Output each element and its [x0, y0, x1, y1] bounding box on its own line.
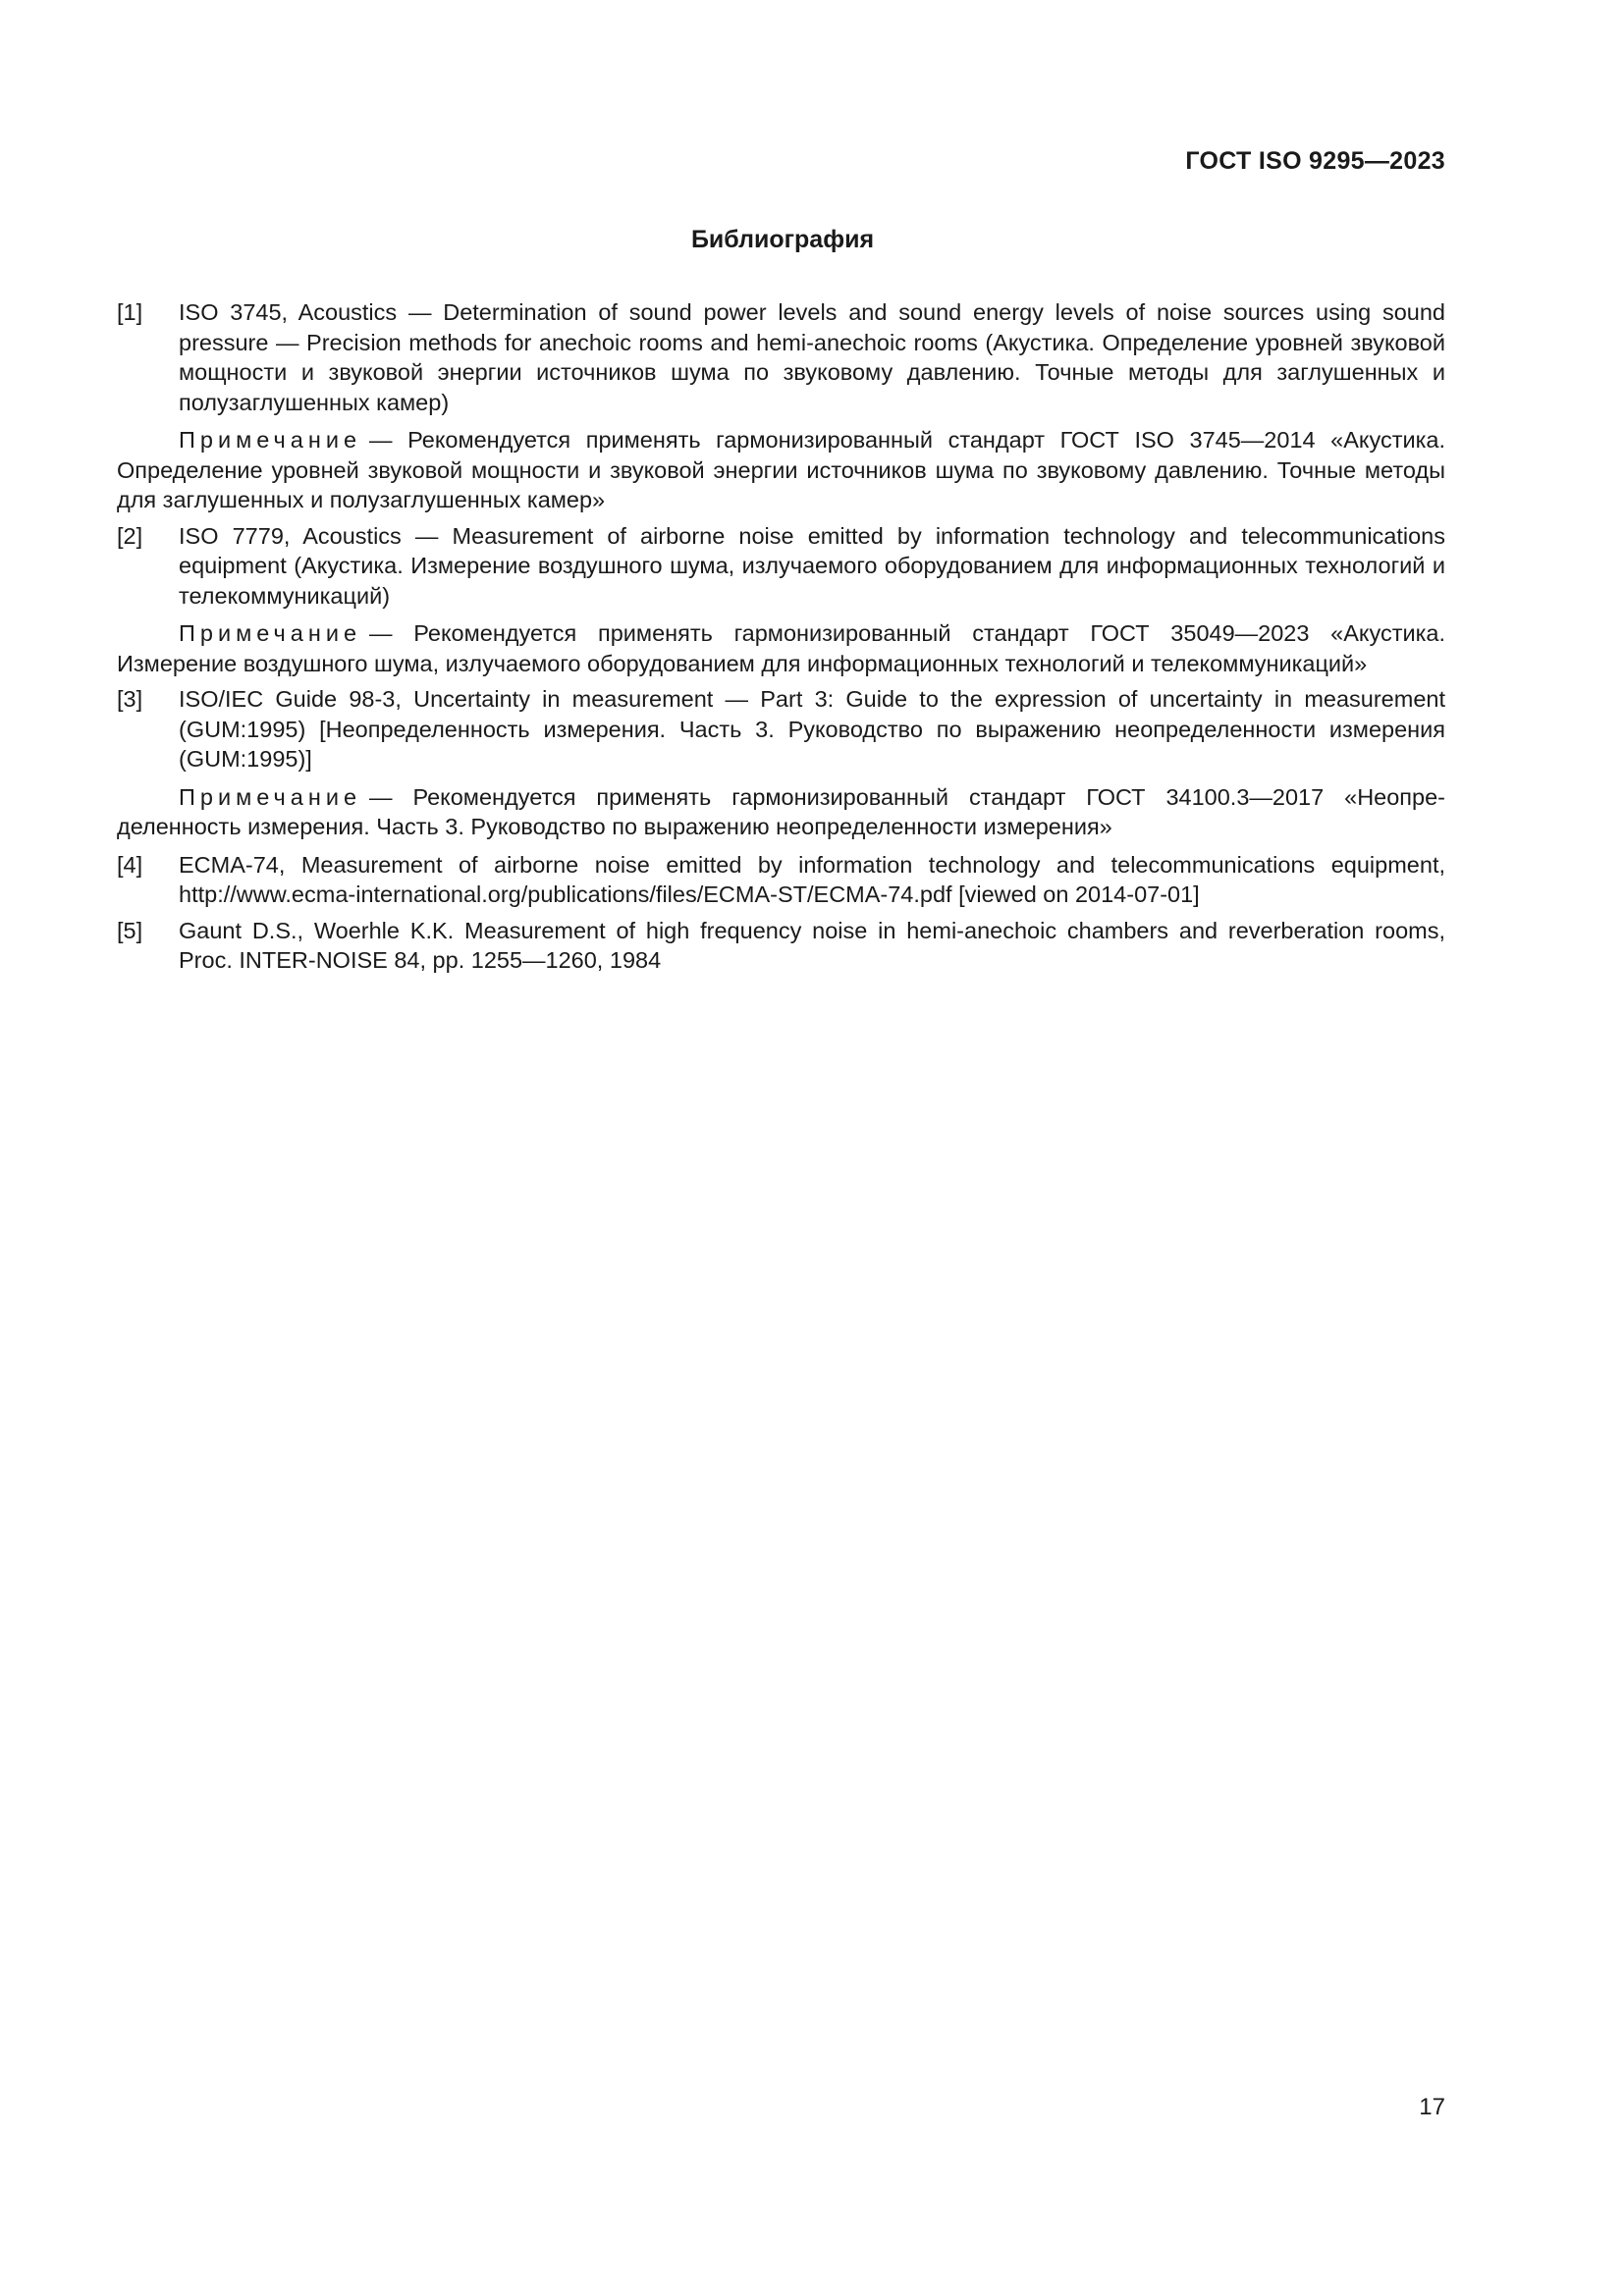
reference-item [117, 297, 1445, 417]
reference-number: [3] [117, 686, 143, 712]
reference-number: [1] [117, 299, 143, 325]
reference-item [117, 850, 1445, 910]
reference-text: ISO 7779, Acoustics — Measurement of airborne noise emitted by information technology and telecommunications equipment (Акустика. Измерение воздушного шума, излучаемого оборудованием для информационных технологий и телекоммуникаций) [179, 522, 1445, 609]
reference-item [117, 521, 1445, 612]
reference-text: Gaunt D.S., Woerhle K.K. Measurement of high frequency noise in hemi-anechoic chambers and reverberation rooms, Proc. INTER-NOISE 84, pp. 1255—1260, 1984 [179, 917, 1445, 973]
reference-item [117, 684, 1445, 774]
reference-text: ISO/IEC Guide 98-3, Uncertainty in measurement — Part 3: Guide to the expression of uncertainty in measurement (GUM:1995) [Неопределенность измерения. Часть 3. Руководство по выражению неопределенности измерения (GUM:1995)] [179, 686, 1445, 772]
reference-text: ECMA-74, Measurement of airborne noise emitted by information technology and telecommunications equipment, http://www.ecma-international.org/publications/files/ECMA-ST/ECMA-74.pdf [viewed on 2014-07-01] [179, 851, 1445, 907]
reference-text: ISO 3745, Acoustics — Determination of sound power levels and sound energy levels of noise sources using sound pressure — Precision methods for anechoic rooms and hemi-anechoic rooms (Акустика. Определение уровней звуковой мощности и звуковой энергии источников шума по звуковому давлению. Точные методы для заглушенных и полузаглушенных камер) [179, 299, 1445, 415]
page-number: 17 [1419, 2094, 1445, 2120]
reference-note [117, 782, 1445, 842]
reference-item [117, 916, 1445, 976]
reference-note [117, 618, 1445, 678]
bibliography-list [117, 297, 1445, 982]
note-label: Примечание [179, 783, 362, 810]
note-text: — Рекомендуется применять гармонизированный стандарт ГОСТ 35049—2023 «Акустика. Измерение воздушного шума, излучаемого оборудованием для информационных технологий и телекоммуникаций» [117, 620, 1445, 676]
section-title: Библиография [690, 226, 875, 253]
note-label: Примечание [179, 620, 362, 646]
reference-note [117, 425, 1445, 515]
reference-number: [2] [117, 522, 143, 549]
note-text: — Рекомендуется применять гармонизированный стандарт ГОСТ 34100.3—2017 «Неопределенность измерения. Часть 3. Руководство по выражению неопределенности измерения» [117, 783, 1445, 839]
document-code: ГОСТ ISO 9295—2023 [1185, 147, 1445, 175]
note-label: Примечание [179, 427, 362, 453]
note-text: — Рекомендуется применять гармонизированный стандарт ГОСТ ISO 3745—2014 «Акустика. Определение уровней звуковой мощности и звуковой энергии источников шума по звуковому давлению. Точные методы для заглушенных и полузаглушенных камер» [117, 427, 1445, 512]
reference-number: [5] [117, 917, 143, 943]
reference-number: [4] [117, 851, 143, 878]
